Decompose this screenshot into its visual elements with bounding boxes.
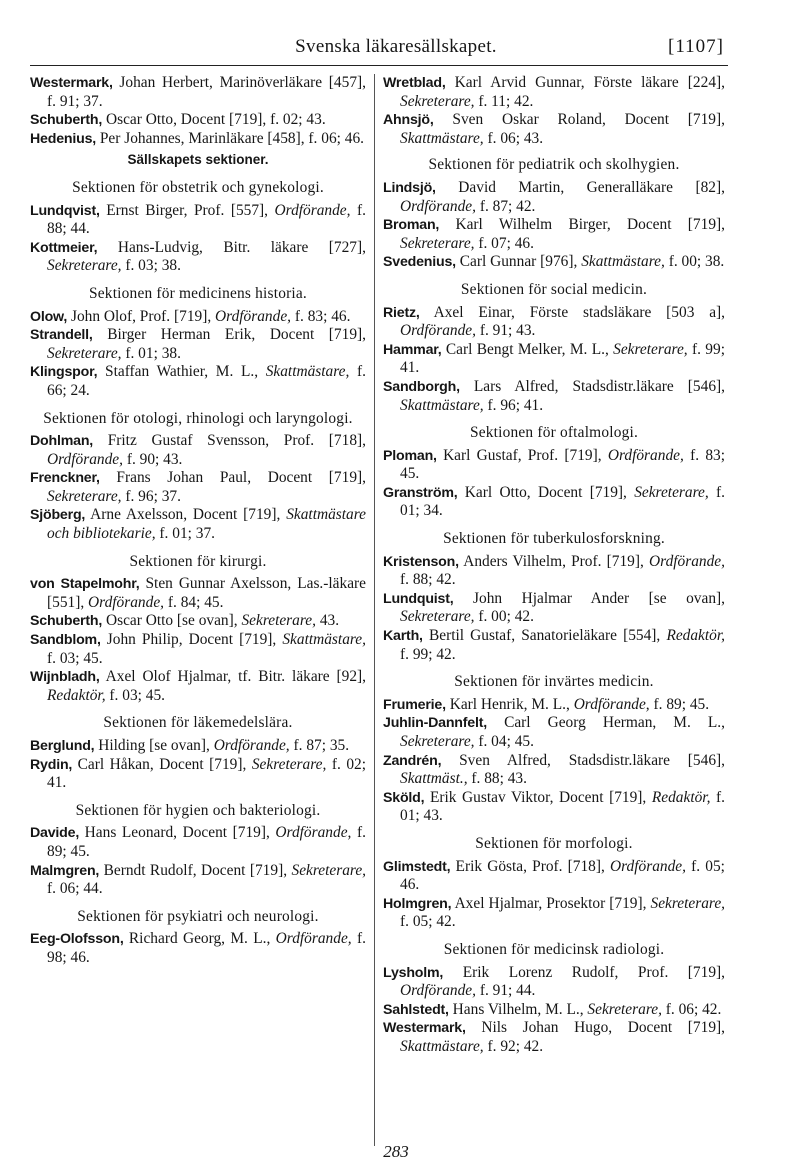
member-name: Sköld, bbox=[383, 789, 425, 806]
member-name: Broman, bbox=[383, 217, 440, 234]
member-name: Berglund, bbox=[30, 738, 95, 754]
member-name: Lysholm, bbox=[383, 964, 444, 981]
member-entry bbox=[30, 631, 366, 668]
member-name: Zandrén, bbox=[383, 752, 442, 769]
member-details: Erik Lorenz Rudolf, Prof. [719], bbox=[462, 963, 725, 981]
member-name: Holmgren, bbox=[383, 895, 452, 912]
page-header bbox=[0, 36, 792, 64]
member-details: David Martin, Generalläkare [82], bbox=[458, 178, 725, 196]
member-entry bbox=[30, 202, 366, 239]
member-role: Ordförande, bbox=[400, 982, 476, 1000]
page-number: 283 bbox=[383, 1142, 409, 1161]
member-role: Redaktör, bbox=[47, 686, 106, 704]
member-entry bbox=[383, 789, 725, 826]
member-role: Ordförande, bbox=[88, 593, 165, 611]
member-role: Skattmästare, bbox=[400, 129, 484, 147]
member-details: Karl Arvid Gunnar, Förste läkare [224], bbox=[454, 74, 725, 91]
section-title: Sektionen för pediatrik och skolhygien. bbox=[428, 156, 680, 174]
member-name: Ploman, bbox=[383, 447, 437, 464]
member-entry bbox=[30, 575, 366, 612]
member-role: Ordförande, bbox=[649, 552, 725, 570]
member-role: Sekreterare, bbox=[613, 340, 688, 358]
member-name: Karth, bbox=[383, 628, 423, 645]
member-role: Sekreterare, bbox=[400, 92, 475, 110]
member-entry bbox=[30, 469, 366, 506]
member-role: Sekreterare, bbox=[400, 608, 475, 626]
member-role: Skattmäst., bbox=[400, 770, 468, 788]
member-entry bbox=[30, 668, 366, 705]
member-years: f. 00; 38. bbox=[668, 253, 725, 271]
member-details: Sven Alfred, Stadsdistr.läkare [546], bbox=[459, 751, 725, 769]
member-role: Sekreterare, bbox=[400, 234, 475, 252]
member-role: Ordförande, bbox=[607, 446, 684, 464]
member-role: Ordförande, bbox=[213, 737, 290, 754]
member-details: Staffan Wathier, M. L., bbox=[105, 363, 259, 381]
member-name: Hedenius, bbox=[30, 130, 96, 147]
member-name: Kristenson, bbox=[383, 553, 459, 570]
member-name: Wijnbladh, bbox=[30, 669, 100, 686]
member-details: Frans Johan Paul, Docent [719], bbox=[116, 469, 366, 487]
member-details: Axel Einar, Förste stadsläkare [503 a], bbox=[433, 303, 726, 321]
member-name: von Stapelmohr, bbox=[30, 576, 140, 593]
member-entry bbox=[30, 612, 366, 631]
member-entry bbox=[383, 447, 725, 484]
member-name: Sjöberg, bbox=[30, 507, 86, 524]
member-role: Sekreterare, bbox=[251, 755, 327, 773]
member-entry bbox=[30, 239, 366, 276]
member-entry bbox=[30, 432, 366, 469]
member-name: Sandborgh, bbox=[383, 378, 460, 395]
member-details: Oscar Otto [se ovan], bbox=[105, 612, 238, 630]
member-details: John Hjalmar Ander [se ovan], bbox=[473, 589, 725, 607]
member-details: Johan Herbert, Marinöverläkare [457], f. 91; 37. bbox=[47, 74, 366, 110]
member-role: Skattmästare, bbox=[265, 363, 350, 381]
member-role: Sekreterare, bbox=[650, 894, 725, 912]
member-role: Skattmästare, bbox=[581, 253, 665, 271]
member-entry bbox=[383, 627, 725, 664]
member-years: f. 96; 41. bbox=[487, 396, 544, 414]
member-name: Lundquist, bbox=[383, 590, 454, 607]
member-name: Kottmeier, bbox=[30, 239, 98, 256]
member-details: Per Johannes, Marinläkare [458], f. 06; 46. bbox=[99, 129, 364, 147]
member-name: Frenckner, bbox=[30, 470, 100, 487]
member-details: Karl Wilhelm Birger, Docent [719], bbox=[455, 216, 725, 234]
member-role: Redaktör, bbox=[666, 627, 725, 645]
member-name: Lindsjö, bbox=[383, 179, 436, 196]
member-role: Sekreterare, bbox=[47, 257, 122, 275]
member-years: f. 96; 37. bbox=[125, 487, 181, 505]
member-details: Anders Vilhelm, Prof. [719], bbox=[463, 552, 644, 570]
member-name: Glimstedt, bbox=[383, 858, 451, 875]
member-role: Ordförande, bbox=[400, 322, 476, 340]
member-name: Sahlstedt, bbox=[383, 1001, 449, 1018]
member-role: Skattmästare, bbox=[400, 1037, 484, 1055]
member-entry bbox=[383, 304, 725, 341]
member-years: f. 89; 45. bbox=[653, 695, 710, 713]
member-details: Birger Herman Erik, Docent [719], bbox=[107, 326, 366, 344]
member-details: Lars Alfred, Stadsdistr.läkare [546], bbox=[473, 377, 725, 395]
member-entry bbox=[30, 111, 366, 130]
member-entry bbox=[383, 696, 725, 715]
member-name: Wretblad, bbox=[383, 75, 446, 91]
member-years: f. 04; 45. bbox=[478, 733, 534, 750]
member-details: John Philip, Docent [719], bbox=[106, 631, 277, 649]
member-name: Davide, bbox=[30, 825, 80, 842]
section-title: Sektionen för läkemedelslära. bbox=[103, 714, 293, 732]
member-details: Hans Vilhelm, M. L., bbox=[452, 1000, 584, 1018]
member-details: Richard Georg, M. L., bbox=[128, 930, 271, 948]
member-name: Schuberth, bbox=[30, 613, 103, 630]
member-entry bbox=[30, 862, 366, 899]
member-details: Berndt Rudolf, Docent [719], bbox=[103, 861, 288, 879]
member-years: f. 91; 44. bbox=[479, 982, 536, 1000]
member-name: Schuberth, bbox=[30, 112, 103, 129]
section-title: Sektionen för oftalmologi. bbox=[469, 424, 639, 442]
member-role: Sekreterare, bbox=[587, 1000, 662, 1018]
member-years: f. 88; 44. bbox=[47, 201, 366, 238]
member-years: f. 05; 46. bbox=[400, 857, 725, 894]
member-years: f. 01; 43. bbox=[400, 788, 725, 825]
section-title: Sektionen för psykiatri och neurologi. bbox=[77, 907, 319, 925]
member-years: f. 03; 38. bbox=[125, 257, 181, 275]
member-name: Frumerie, bbox=[383, 696, 446, 713]
member-years: f. 91; 43. bbox=[479, 322, 536, 340]
member-years: f. 06; 43. bbox=[487, 129, 544, 147]
member-details: Ernst Birger, Prof. [557], bbox=[106, 201, 269, 219]
member-details: Hilding [se ovan], bbox=[98, 737, 210, 754]
member-years: f. 00; 42. bbox=[478, 608, 534, 626]
member-details: Oscar Otto, Docent [719], f. 02; 43. bbox=[105, 111, 326, 129]
member-role: Ordförande, bbox=[573, 695, 650, 713]
member-role: Skattmästare, bbox=[400, 396, 484, 414]
member-years: f. 07; 46. bbox=[478, 234, 534, 252]
member-entry bbox=[383, 714, 725, 751]
member-entry bbox=[383, 895, 725, 932]
member-role: Sekreterare, bbox=[241, 612, 316, 630]
section-title: Sektionen för otologi, rhinologi och laryngologi. bbox=[43, 409, 353, 427]
left-column bbox=[30, 74, 366, 968]
member-entry bbox=[30, 130, 366, 149]
section-title: Sektionen för social medicin. bbox=[460, 280, 648, 298]
member-role: Ordförande, bbox=[610, 857, 686, 875]
member-role: Sekreterare, bbox=[291, 861, 366, 879]
member-entry bbox=[30, 506, 366, 543]
member-entry bbox=[30, 326, 366, 363]
member-role: Skattmästare och bibliotekarie, bbox=[47, 506, 366, 543]
member-name: Westermark, bbox=[30, 75, 113, 91]
member-details: Carl Bengt Melker, M. L., bbox=[445, 340, 609, 358]
member-years: f. 01; 34. bbox=[400, 483, 725, 520]
member-entry bbox=[30, 737, 366, 756]
member-years: f. 87; 35. bbox=[293, 737, 350, 754]
member-years: f. 03; 45. bbox=[109, 686, 165, 704]
member-entry bbox=[383, 752, 725, 789]
member-years: f. 11; 42. bbox=[478, 92, 534, 110]
member-entry bbox=[383, 378, 725, 415]
section-title: Sektionen för invärtes medicin. bbox=[454, 673, 654, 691]
page-reference: [1107] bbox=[668, 36, 724, 57]
member-years: f. 01; 38. bbox=[125, 344, 181, 362]
member-entry bbox=[30, 824, 366, 861]
member-name: Malmgren, bbox=[30, 862, 100, 879]
member-role: Ordförande, bbox=[400, 197, 476, 215]
member-details: Axel Olof Hjalmar, tf. Bitr. läkare [92], bbox=[105, 668, 367, 686]
member-details: Sven Oskar Roland, Docent [719], bbox=[452, 111, 725, 129]
member-details: Erik Gösta, Prof. [718], bbox=[455, 857, 605, 875]
member-role: Ordförande, bbox=[274, 201, 351, 219]
member-entry bbox=[30, 930, 366, 967]
member-years: f. 01; 37. bbox=[159, 525, 215, 543]
member-role: Sekreterare, bbox=[47, 487, 122, 505]
member-entry bbox=[383, 179, 725, 216]
member-years: f. 99; 42. bbox=[400, 645, 456, 663]
member-entry bbox=[30, 74, 366, 111]
member-name: Rydin, bbox=[30, 756, 73, 773]
member-role: Ordförande, bbox=[47, 450, 123, 468]
section-title: Sektionen för tuberkulosforskning. bbox=[443, 530, 665, 548]
member-details: Axel Hjalmar, Prosektor [719], bbox=[454, 894, 647, 912]
member-years: f. 88; 43. bbox=[471, 770, 527, 788]
member-role: Ordförande, bbox=[275, 930, 352, 948]
member-details: Arne Axelsson, Docent [719], bbox=[90, 506, 281, 524]
section-title: Sektionen för kirurgi. bbox=[129, 552, 267, 570]
member-entry bbox=[383, 1001, 725, 1020]
member-entry bbox=[383, 484, 725, 521]
member-years: f. 84; 45. bbox=[167, 593, 224, 611]
member-years: f. 90; 43. bbox=[126, 450, 183, 468]
member-years: 43. bbox=[319, 612, 340, 630]
sections-label: Sällskapets sektioner. bbox=[127, 152, 269, 168]
section-title: Sektionen för morfologi. bbox=[475, 834, 633, 852]
section-title: Sektionen för medicinsk radiologi. bbox=[443, 940, 665, 958]
right-column bbox=[383, 74, 725, 1057]
member-role: Ordförande, bbox=[275, 824, 352, 842]
member-details: Karl Henrik, M. L., bbox=[449, 695, 570, 713]
section-title: Sektionen för obstetrik och gynekologi. bbox=[72, 178, 324, 196]
member-name: Lundqvist, bbox=[30, 202, 100, 219]
section-title: Sektionen för medicinens historia. bbox=[89, 284, 307, 302]
member-details: Carl Georg Herman, M. L., bbox=[504, 714, 725, 732]
member-entry bbox=[30, 308, 366, 327]
member-role: Skattmästare, bbox=[282, 631, 366, 649]
member-years: f. 99; 41. bbox=[400, 340, 725, 377]
member-name: Svedenius, bbox=[383, 254, 456, 271]
member-role: Sekreterare, bbox=[47, 344, 122, 362]
member-entry bbox=[383, 858, 725, 895]
member-details: Carl Gunnar [976], bbox=[459, 253, 578, 271]
member-years: f. 83; 45. bbox=[400, 446, 725, 483]
member-name: Granström, bbox=[383, 484, 458, 501]
member-name: Sandblom, bbox=[30, 632, 101, 649]
member-years: f. 88; 42. bbox=[400, 571, 456, 589]
member-name: Strandell, bbox=[30, 327, 93, 344]
member-role: Ordförande, bbox=[215, 307, 292, 325]
member-name: Westermark, bbox=[383, 1020, 466, 1037]
member-entry bbox=[383, 1019, 725, 1056]
member-years: f. 89; 45. bbox=[47, 824, 366, 860]
member-years: f. 03; 45. bbox=[47, 649, 103, 667]
member-entry bbox=[383, 74, 725, 111]
member-name: Hammar, bbox=[383, 341, 442, 358]
member-entry bbox=[30, 363, 366, 400]
member-name: Olow, bbox=[30, 308, 68, 325]
member-details: Nils Johan Hugo, Docent [719], bbox=[481, 1019, 725, 1037]
member-name: Eeg-Olofsson, bbox=[30, 931, 124, 948]
member-name: Klingspor, bbox=[30, 364, 98, 381]
member-role: Redaktör, bbox=[651, 788, 711, 806]
member-details: Karl Gustaf, Prof. [719], bbox=[443, 446, 602, 464]
member-name: Ahnsjö, bbox=[383, 112, 434, 129]
member-name: Rietz, bbox=[383, 304, 420, 321]
member-entry bbox=[383, 964, 725, 1001]
header-rule bbox=[30, 65, 728, 66]
member-role: Sekreterare, bbox=[400, 733, 475, 750]
member-entry bbox=[383, 341, 725, 378]
member-entry bbox=[383, 553, 725, 590]
member-years: f. 02; 41. bbox=[47, 755, 367, 792]
member-name: Dohlman, bbox=[30, 433, 94, 450]
member-details: Carl Håkan, Docent [719], bbox=[77, 755, 247, 773]
member-details: Hans-Ludvig, Bitr. läkare [727], bbox=[117, 238, 366, 256]
member-years: f. 87; 42. bbox=[479, 197, 536, 215]
member-years: f. 66; 24. bbox=[47, 363, 366, 399]
member-role: Sekreterare, bbox=[634, 483, 709, 501]
member-entry bbox=[30, 756, 366, 793]
member-years: f. 83; 46. bbox=[294, 307, 351, 325]
member-details: John Olof, Prof. [719], bbox=[70, 307, 212, 325]
page-title: Svenska läkaresällskapet. bbox=[295, 36, 497, 57]
member-entry bbox=[383, 590, 725, 627]
member-entry bbox=[383, 111, 725, 148]
member-name: Juhlin-Dannfelt, bbox=[383, 715, 487, 732]
member-years: f. 98; 46. bbox=[47, 930, 366, 966]
member-years: f. 06; 44. bbox=[47, 880, 103, 898]
member-details: Fritz Gustaf Svensson, Prof. [718], bbox=[107, 432, 366, 450]
column-divider bbox=[374, 74, 375, 1146]
member-details: Karl Otto, Docent [719], bbox=[464, 483, 627, 501]
member-years: f. 06; 42. bbox=[665, 1000, 722, 1018]
member-details: Erik Gustav Viktor, Docent [719], bbox=[429, 788, 647, 806]
member-details: Hans Leonard, Docent [719], bbox=[84, 824, 270, 842]
member-details: Sten Gunnar Axelsson, Las.-läkare [551], bbox=[47, 575, 366, 611]
member-entry bbox=[383, 253, 725, 272]
member-entry bbox=[383, 216, 725, 253]
member-years: f. 92; 42. bbox=[487, 1037, 544, 1055]
section-title: Sektionen för hygien och bakteriologi. bbox=[75, 801, 321, 819]
member-details: Bertil Gustaf, Sanatorieläkare [554], bbox=[428, 627, 661, 645]
member-years: f. 05; 42. bbox=[400, 913, 456, 931]
